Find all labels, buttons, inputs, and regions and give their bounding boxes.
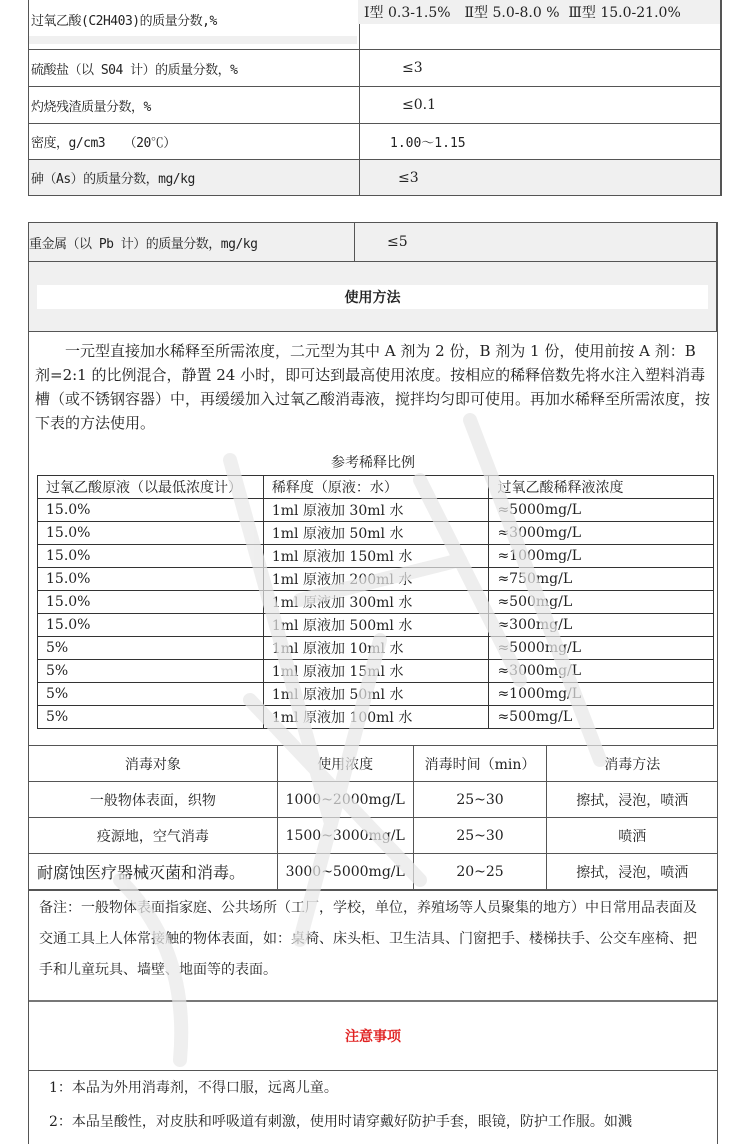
table-cell: 1ml 原液加 100ml 水 (263, 706, 489, 729)
spec-value: Ⅰ型 0.3-1.5% Ⅱ型 5.0-8.0 % Ⅲ型 15.0-21.0% (358, 0, 720, 49)
table-cell: 1ml 原液加 500ml 水 (263, 614, 489, 637)
dilution-table-row (38, 683, 714, 706)
dilution-table-row (38, 614, 714, 637)
table-cell: 喷洒 (547, 818, 718, 854)
spec-row (29, 0, 720, 50)
heavy-metal-box (28, 222, 718, 332)
table-cell: 20~25 (413, 854, 547, 890)
table-cell: 15.0% (38, 591, 264, 614)
table-cell: 1000~2000mg/L (277, 782, 413, 818)
disinfection-table-header (29, 746, 718, 782)
spec-label: 密度，g/cm3 （20℃） (29, 124, 360, 159)
spec-label: 过氧乙酸(C2H403)的质量分数,% (29, 0, 360, 49)
note-text: 备注：一般物体表面指家庭、公共场所（工厂，学校，单位，养殖场等人员聚集的地方）中日常用品表面及交通工具上人体常接触的物体表面，如：桌椅、床头柜、卫生洁具、门窗把手、楼梯扶手、公交车座椅、把手和儿童玩具、墙壁、地面等的表面。 (29, 890, 717, 1002)
usage-section-title: 使用方法 (37, 285, 708, 309)
dilution-table-row (38, 522, 714, 545)
table-cell: 25~30 (413, 782, 547, 818)
dilution-table-row (38, 660, 714, 683)
spec-label: 灼烧残渣质量分数，% (29, 87, 360, 123)
spec-row (29, 160, 720, 196)
spec-value: ≤3 (398, 169, 419, 186)
column-header: 过氧乙酸原液（以最低浓度计） (38, 476, 264, 499)
dilution-table (37, 475, 714, 729)
table-cell: 5% (38, 706, 264, 729)
table-cell: 15.0% (38, 522, 264, 545)
table-cell: 1ml 原液加 50ml 水 (263, 522, 489, 545)
table-cell: ≈750mg/L (489, 568, 714, 591)
cautions-title: 注意事项 (29, 1002, 717, 1071)
caution-item: 1：本品为外用消毒剂，不得口服，远离儿童。 (49, 1080, 338, 1096)
table-cell: 1ml 原液加 15ml 水 (263, 660, 489, 683)
table-cell: 3000~5000mg/L (277, 854, 413, 890)
dilution-table-row (38, 637, 714, 660)
table-cell: ≈3000mg/L (489, 660, 714, 683)
dilution-table-row (38, 706, 714, 729)
table-cell: 1ml 原液加 150ml 水 (263, 545, 489, 568)
table-cell: ≈1000mg/L (489, 545, 714, 568)
dilution-table-caption: 参考稀释比例 (331, 455, 415, 471)
usage-paragraph: 一元型直接加水稀释至所需浓度，二元型为其中 A 剂为 2 份，B 剂为 1 份，使用前按 A 剂：B 剂=2:1 的比例混合，静置 24 小时，即可达到最高使用浓度。按相应的稀释倍数先将水注入塑料消毒槽（或不锈钢容器）中，再缓缓加入过氧乙酸消毒液，搅拌均匀即可使用。再加水稀释至所需浓度，按下表的方法使用。 (35, 342, 711, 432)
table-cell: 1ml 原液加 30ml 水 (263, 499, 489, 522)
table-cell: ≈1000mg/L (489, 683, 714, 706)
table-cell: 1ml 原液加 10ml 水 (263, 637, 489, 660)
spec-value: ≤0.1 (402, 97, 436, 113)
table-cell: 25~30 (413, 818, 547, 854)
dilution-table-row (38, 545, 714, 568)
table-cell: ≈3000mg/L (489, 522, 714, 545)
spec-label: 重金属（以 Pb 计）的质量分数，mg/kg (29, 223, 355, 261)
usage-content (28, 331, 718, 1144)
table-cell: 1ml 原液加 200ml 水 (263, 568, 489, 591)
caution-item: 2：本品呈酸性，对皮肤和呼吸道有刺激，使用时请穿戴好防护手套，眼镜，防护工作服。如溅 (49, 1114, 632, 1130)
spec-label-shade (29, 36, 357, 44)
table-cell: 耐腐蚀医疗器械灭菌和消毒。 (29, 854, 278, 890)
disinfection-table-row (29, 782, 718, 818)
spec-row (29, 50, 720, 87)
table-cell: 一般物体表面，织物 (29, 782, 278, 818)
table-cell: 5% (38, 660, 264, 683)
dilution-table-row (38, 568, 714, 591)
table-cell: 擦拭，浸泡，喷洒 (547, 782, 718, 818)
table-cell: ≈300mg/L (489, 614, 714, 637)
spec-value: ≤3 (402, 60, 423, 76)
disinfection-table (28, 745, 718, 890)
spec-label: 砷（As）的质量分数，mg/kg (29, 160, 360, 195)
column-header: 使用浓度 (277, 746, 413, 782)
table-cell: 15.0% (38, 568, 264, 591)
spec-value: ≤5 (387, 234, 408, 250)
table-cell: ≈5000mg/L (489, 499, 714, 522)
spec-row (29, 124, 720, 160)
spec-value: 1.00～1.15 (390, 136, 466, 151)
table-cell: 1500~3000mg/L (277, 818, 413, 854)
table-cell: 疫源地，空气消毒 (29, 818, 278, 854)
dilution-table-row (38, 591, 714, 614)
table-cell: 擦拭，浸泡，喷洒 (547, 854, 718, 890)
column-header: 消毒方法 (547, 746, 718, 782)
disinfection-table-row (29, 854, 718, 890)
dilution-table-header (38, 476, 714, 499)
spec-label: 硫酸盐（以 S04 计）的质量分数，% (29, 50, 360, 86)
table-cell: ≈500mg/L (489, 706, 714, 729)
dilution-table-row (38, 499, 714, 522)
spec-row-heavy-metal (29, 223, 716, 262)
column-header: 稀释度（原液：水） (263, 476, 489, 499)
disinfection-table-row (29, 818, 718, 854)
table-cell: ≈5000mg/L (489, 637, 714, 660)
table-cell: 1ml 原液加 300ml 水 (263, 591, 489, 614)
spec-table (28, 0, 722, 196)
column-header: 消毒时间（min） (413, 746, 547, 782)
table-cell: 15.0% (38, 499, 264, 522)
column-header: 消毒对象 (29, 746, 278, 782)
table-cell: 1ml 原液加 50ml 水 (263, 683, 489, 706)
table-cell: 5% (38, 683, 264, 706)
table-cell: 5% (38, 637, 264, 660)
spec-row (29, 87, 720, 124)
table-cell: ≈500mg/L (489, 591, 714, 614)
column-header: 过氧乙酸稀释液浓度 (489, 476, 714, 499)
table-cell: 15.0% (38, 614, 264, 637)
table-cell: 15.0% (38, 545, 264, 568)
